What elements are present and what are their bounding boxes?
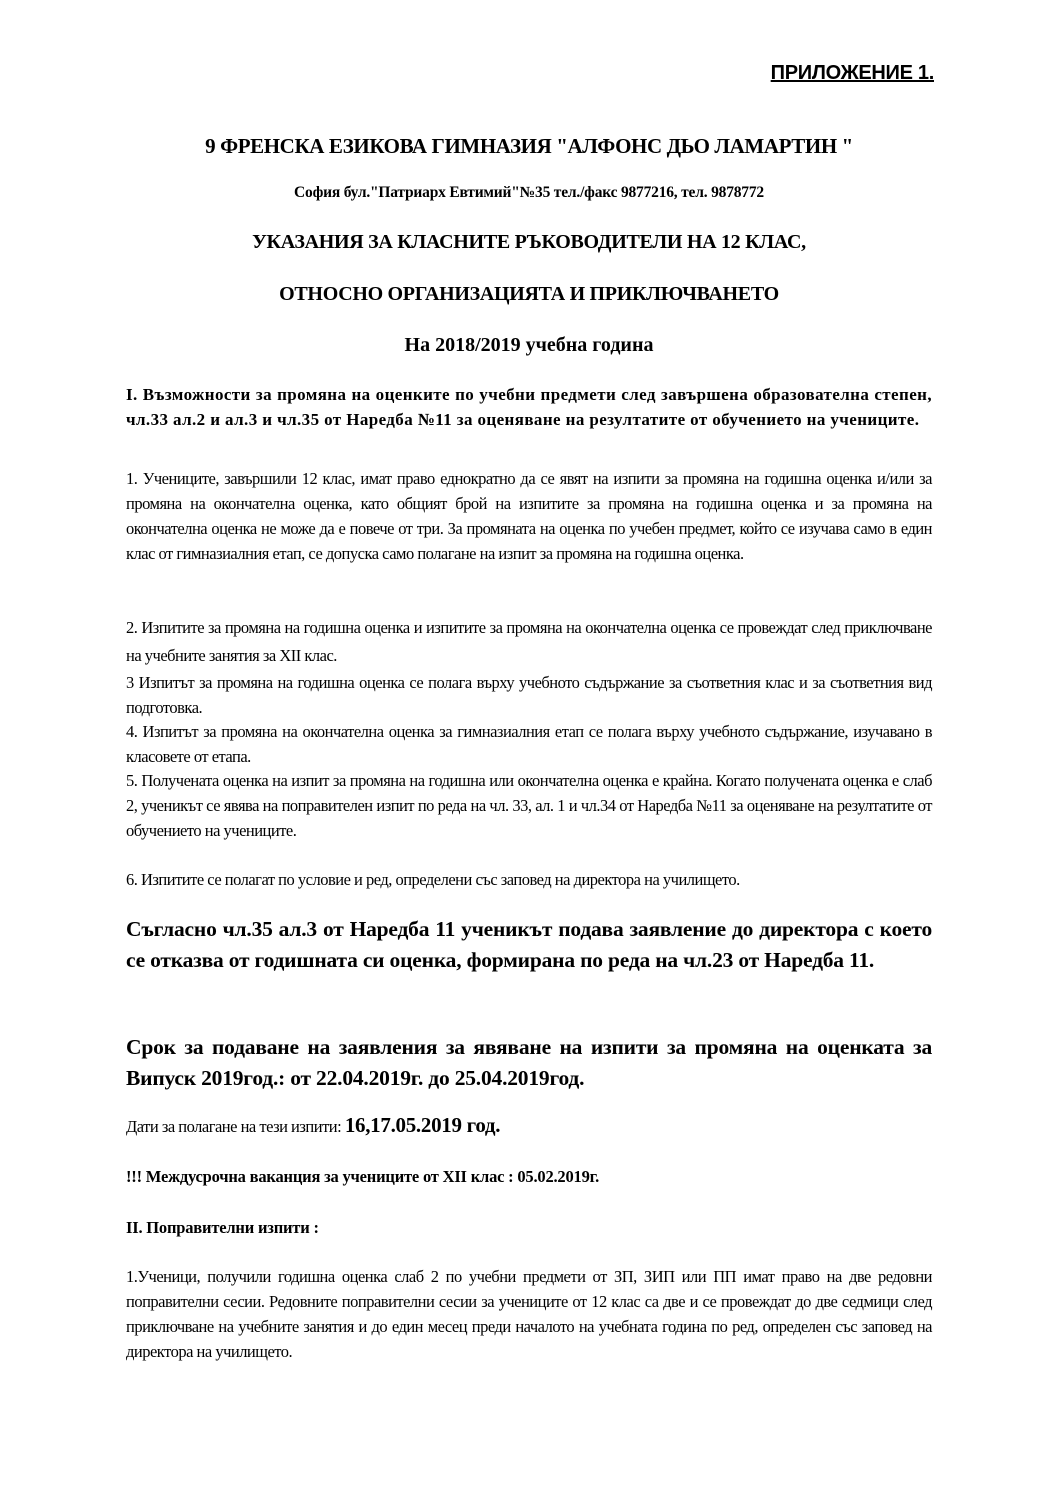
section-1-item-2: 2. Изпитите за промяна на годишна оценка и изпитите за промяна на окончателна оценка се провеждат след приключване на учебните занятия за XII клас. <box>126 618 932 665</box>
section-1-item-3: 3 Изпитът за промяна на годишна оценка се полага върху учебното съдържание за съответния клас и за съответния вид подготовка. <box>126 673 932 717</box>
section-1-item-4: 4. Изпитът за промяна на окончателна оценка за гимназиалния етап се полага върху учебното съдържание, изучавано в класовете от етапа. <box>126 722 932 766</box>
midterm-vacation-notice: !!! Междусрочна ваканция за учениците от XII клас : 05.02.2019г. <box>126 1167 599 1186</box>
annex-label: ПРИЛОЖЕНИЕ 1. <box>770 62 934 84</box>
section-2-heading: II. Поправителни изпити : <box>126 1218 319 1237</box>
section-1-item-5: 5. Получената оценка на изпит за промяна на годишна или окончателна оценка е крайна. Когато получената оценка е слаб 2, ученикът се явява на поправителен изпит по реда на чл. 33, ал. 1 и чл.34 от Наредба №11 за оценяване на резултатите от обучението на учениците. <box>126 771 932 840</box>
section-1-item-1: 1. Учениците, завършили 12 клас, имат право еднократно да се явят на изпити за промяна на годишна оценка и/или за промяна на окончателна оценка, като общият брой на изпитите за промяна на годишна оценка и за промяна на окончателна оценка не може да е повече от три. За промяната на оценка по учебен предмет, който се изучава само в един клас от гимназиалния етап, се допуска само полагане на изпит за промяна на годишна оценка. <box>126 469 932 563</box>
document-title-line-3: На 2018/2019 учебна година <box>404 334 654 356</box>
section-1-item-6: 6. Изпитите се полагат по условие и ред, определени със заповед на директора на училището. <box>126 870 740 889</box>
exam-dates <box>126 1113 932 1138</box>
section-1-heading: I. Възможности за промяна на оценките по учебни предмети след завършена образователна степен, чл.33 ал.2 и ал.3 и чл.35 от Наредба №11 за оценяване на резултатите от обучението на учениците. <box>126 385 932 429</box>
document-title-line-1: УКАЗАНИЯ ЗА КЛАСНИТЕ РЪКОВОДИТЕЛИ НА 12 КЛАС, <box>252 231 806 253</box>
document-title-line-2: ОТНОСНО ОРГАНИЗАЦИЯТА И ПРИКЛЮЧВАНЕТО <box>279 283 779 305</box>
section-2-item-1: 1.Ученици, получили годишна оценка слаб 2 по учебни предмети от ЗП, ЗИП или ПП имат право на две редовни поправителни сесии. Редовните поправителни сесии за учениците от 12 клас са две и се провеждат до две седмици след приключване на учебните занятия и до един месец преди началото на учебната година по ред, определен със заповед на директора на училището. <box>126 1267 932 1361</box>
exam-dates-value: 16,17.05.2019 год. <box>344 1113 501 1137</box>
exam-dates-label: Дати за полагане на тези изпити: <box>126 1117 345 1136</box>
application-deadline: Срок за подаване на заявления за явяване на изпити за промяна на оценката за Випуск 2019год.: от 22.04.2019г. до 25.04.2019год. <box>126 1035 932 1090</box>
school-address: София бул."Патриарх Евтимий"№35 тел./факс 9877216, тел. 9878772 <box>294 184 764 201</box>
regulation-note: Съгласно чл.35 ал.3 от Наредба 11 ученикът подава заявление до директора с което се отказва от годишната си оценка, формирана по реда на чл.23 от Наредба 11. <box>126 917 932 972</box>
school-name: 9 ФРЕНСКА ЕЗИКОВА ГИМНАЗИЯ "АЛФОНС ДЬО ЛАМАРТИН " <box>205 134 853 158</box>
